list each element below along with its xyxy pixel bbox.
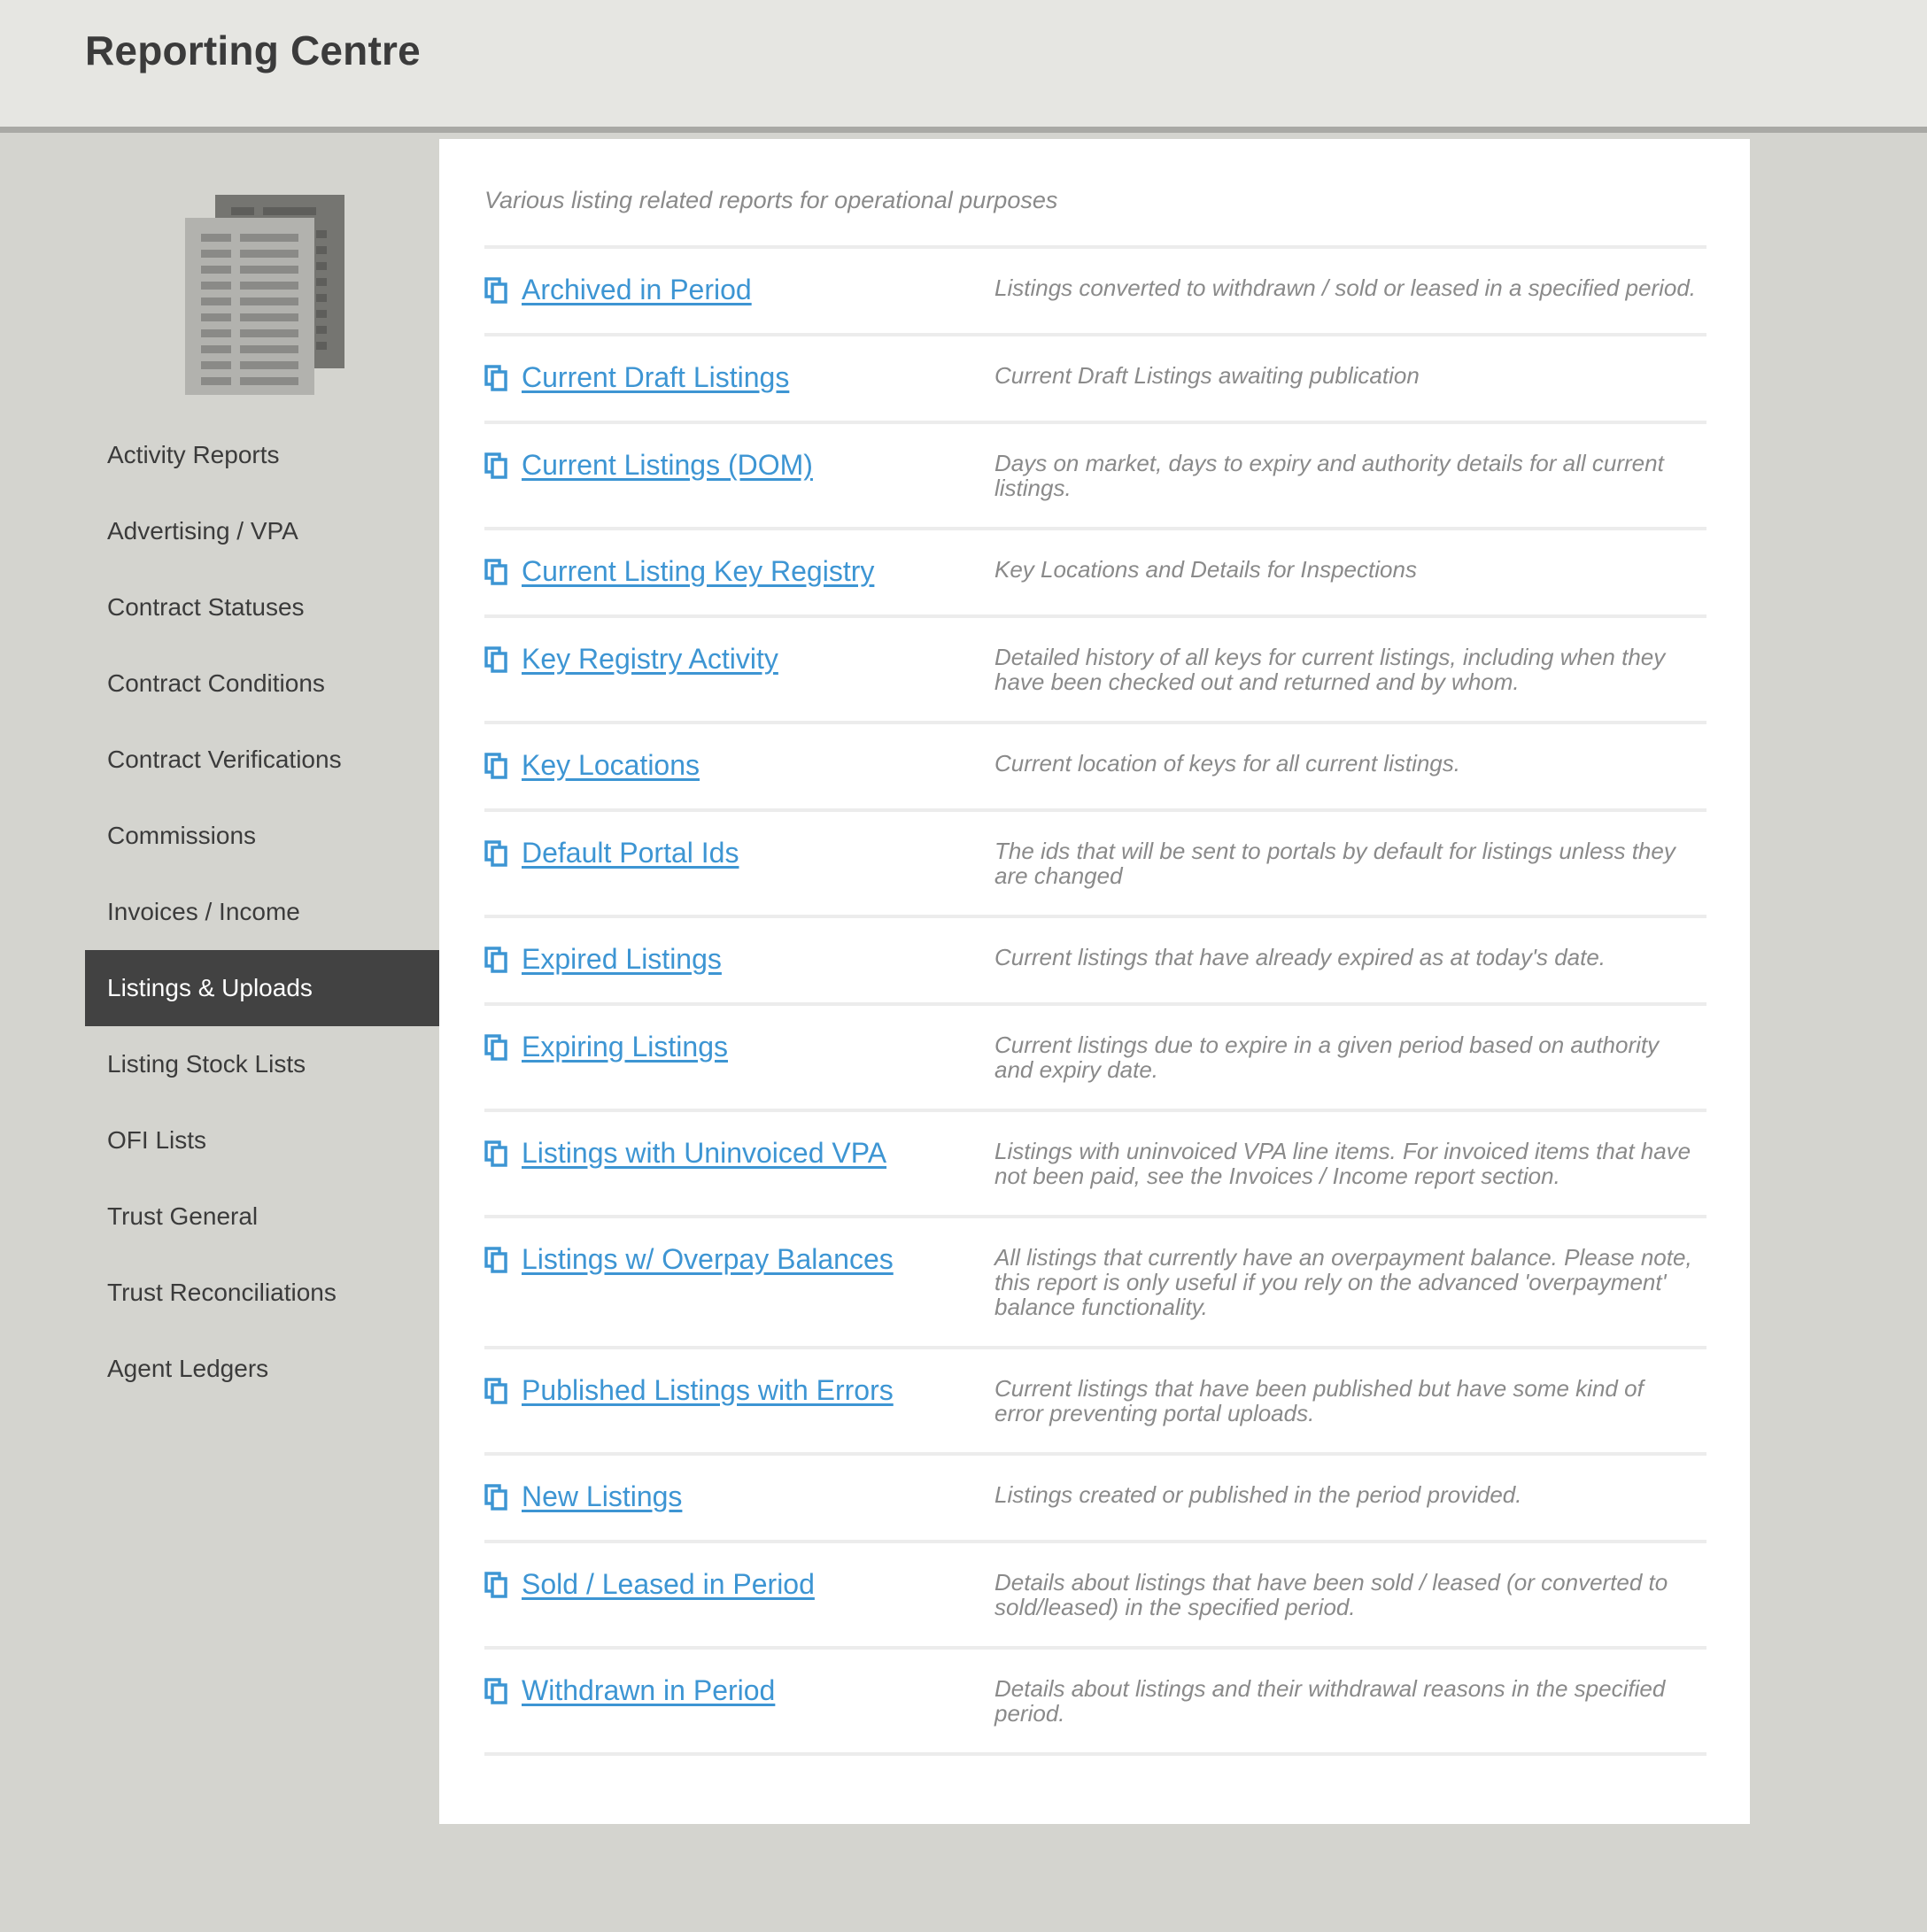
sidebar-item-agent-ledgers[interactable]: Agent Ledgers bbox=[107, 1355, 269, 1382]
report-link-wrap bbox=[484, 361, 994, 394]
copy-report-icon[interactable] bbox=[484, 1140, 507, 1167]
sidebar-item-commissions[interactable]: Commissions bbox=[107, 822, 257, 849]
report-description: Listings converted to withdrawn / sold or leased in a specified period. bbox=[994, 274, 1696, 301]
report-list bbox=[484, 245, 1706, 1756]
report-description: Current location of keys for all current listings. bbox=[994, 750, 1460, 777]
report-link-wrap bbox=[484, 1031, 994, 1063]
copy-report-icon[interactable] bbox=[484, 1378, 507, 1404]
report-link-wrap bbox=[484, 449, 994, 482]
report-description: Details about listings and their withdrawal reasons in the specified period. bbox=[994, 1675, 1666, 1727]
report-description: Key Locations and Details for Inspections bbox=[994, 556, 1417, 583]
page-title: Reporting Centre bbox=[85, 27, 421, 73]
report-link-wrap bbox=[484, 1568, 994, 1601]
copy-report-icon[interactable] bbox=[484, 365, 507, 391]
report-description: The ids that will be sent to portals by default for listings unless they are changed bbox=[994, 838, 1675, 889]
report-link-wrap bbox=[484, 943, 994, 976]
sidebar-item-invoices-income[interactable]: Invoices / Income bbox=[107, 898, 300, 925]
report-description: Listings with uninvoiced VPA line items. For invoiced items that have not been paid, see the Invoices / Income report section. bbox=[994, 1138, 1691, 1189]
report-row bbox=[484, 336, 1706, 424]
report-link-expired-listings[interactable]: Expired Listings bbox=[522, 943, 722, 975]
copy-report-icon[interactable] bbox=[484, 1678, 507, 1704]
report-description: Current listings due to expire in a given period based on authority and expiry date. bbox=[994, 1032, 1660, 1083]
copy-report-icon[interactable] bbox=[484, 947, 507, 973]
copy-report-icon[interactable] bbox=[484, 753, 507, 779]
main-content bbox=[439, 139, 1750, 1824]
report-link-expiring-listings[interactable]: Expiring Listings bbox=[522, 1031, 728, 1063]
report-link-wrap bbox=[484, 1243, 994, 1276]
report-description: All listings that currently have an overpayment balance. Please note, this report is only useful if you rely on the advanced 'overpayment' balance functionality. bbox=[994, 1244, 1692, 1320]
reports-document-icon bbox=[185, 195, 344, 395]
sidebar-item-ofi-lists[interactable]: OFI Lists bbox=[107, 1126, 207, 1154]
copy-report-icon[interactable] bbox=[484, 1572, 507, 1598]
report-description: Details about listings that have been sold / leased (or converted to sold/leased) in the specified period. bbox=[994, 1569, 1668, 1620]
report-row bbox=[484, 618, 1706, 724]
copy-report-icon[interactable] bbox=[484, 1484, 507, 1511]
report-row bbox=[484, 1456, 1706, 1543]
sidebar-item-trust-reconciliations[interactable]: Trust Reconciliations bbox=[107, 1279, 337, 1306]
report-link-default-portal-ids[interactable]: Default Portal Ids bbox=[522, 837, 739, 869]
report-link-listings-with-uninvoiced-vpa[interactable]: Listings with Uninvoiced VPA bbox=[522, 1137, 887, 1169]
report-link-wrap bbox=[484, 555, 994, 588]
copy-report-icon[interactable] bbox=[484, 559, 507, 585]
report-link-wrap bbox=[484, 1674, 994, 1707]
report-link-archived-in-period[interactable]: Archived in Period bbox=[522, 274, 752, 305]
report-link-wrap bbox=[484, 1374, 994, 1407]
report-link-sold-leased-in-period[interactable]: Sold / Leased in Period bbox=[522, 1568, 815, 1600]
report-link-current-draft-listings[interactable]: Current Draft Listings bbox=[522, 361, 790, 393]
report-link-published-listings-with-errors[interactable]: Published Listings with Errors bbox=[522, 1374, 894, 1406]
sidebar-nav bbox=[85, 417, 439, 1407]
copy-report-icon[interactable] bbox=[484, 277, 507, 304]
sidebar-item-advertising-vpa[interactable]: Advertising / VPA bbox=[107, 517, 298, 545]
report-description: Current Draft Listings awaiting publication bbox=[994, 362, 1420, 389]
report-description: Detailed history of all keys for current listings, including when they have been checked out and returned and by whom. bbox=[994, 644, 1666, 695]
report-row bbox=[484, 1543, 1706, 1650]
copy-report-icon[interactable] bbox=[484, 452, 507, 479]
report-link-listings-w-overpay-balances[interactable]: Listings w/ Overpay Balances bbox=[522, 1243, 894, 1275]
copy-report-icon[interactable] bbox=[484, 1247, 507, 1273]
report-link-wrap bbox=[484, 274, 994, 306]
report-row bbox=[484, 1650, 1706, 1756]
report-row bbox=[484, 530, 1706, 618]
copy-report-icon[interactable] bbox=[484, 840, 507, 867]
report-link-wrap bbox=[484, 1480, 994, 1513]
report-link-current-listing-key-registry[interactable]: Current Listing Key Registry bbox=[522, 555, 875, 587]
section-intro: Various listing related reports for operational purposes bbox=[484, 187, 1058, 213]
report-description: Listings created or published in the period provided. bbox=[994, 1481, 1522, 1508]
report-link-wrap bbox=[484, 643, 994, 676]
report-link-current-listings-dom[interactable]: Current Listings (DOM) bbox=[522, 449, 813, 481]
report-link-wrap bbox=[484, 1137, 994, 1170]
report-description: Days on market, days to expiry and authority details for all current listings. bbox=[994, 450, 1664, 501]
sidebar-item-contract-conditions[interactable]: Contract Conditions bbox=[107, 669, 325, 697]
copy-report-icon[interactable] bbox=[484, 1034, 507, 1061]
report-row bbox=[484, 424, 1706, 530]
report-row bbox=[484, 249, 1706, 336]
report-link-withdrawn-in-period[interactable]: Withdrawn in Period bbox=[522, 1674, 776, 1706]
copy-report-icon[interactable] bbox=[484, 646, 507, 673]
report-description: Current listings that have been published but have some kind of error preventing portal uploads. bbox=[994, 1375, 1644, 1426]
report-link-key-locations[interactable]: Key Locations bbox=[522, 749, 700, 781]
report-link-wrap bbox=[484, 749, 994, 782]
report-row bbox=[484, 724, 1706, 812]
sidebar-item-listings-uploads[interactable]: Listings & Uploads bbox=[85, 950, 439, 1026]
report-row bbox=[484, 1112, 1706, 1218]
sidebar-item-trust-general[interactable]: Trust General bbox=[107, 1202, 259, 1230]
sidebar-item-listing-stock-lists[interactable]: Listing Stock Lists bbox=[107, 1050, 306, 1078]
report-link-wrap bbox=[484, 837, 994, 869]
report-row bbox=[484, 918, 1706, 1006]
report-description: Current listings that have already expired as at today's date. bbox=[994, 944, 1606, 970]
report-row bbox=[484, 1349, 1706, 1456]
app-header bbox=[0, 0, 1927, 133]
report-row bbox=[484, 1218, 1706, 1349]
sidebar-item-activity-reports[interactable]: Activity Reports bbox=[107, 441, 280, 468]
report-link-key-registry-activity[interactable]: Key Registry Activity bbox=[522, 643, 778, 675]
sidebar-item-contract-verifications[interactable]: Contract Verifications bbox=[107, 746, 342, 773]
sidebar-item-contract-statuses[interactable]: Contract Statuses bbox=[107, 593, 305, 621]
report-row bbox=[484, 812, 1706, 918]
report-link-new-listings[interactable]: New Listings bbox=[522, 1480, 683, 1512]
report-row bbox=[484, 1006, 1706, 1112]
